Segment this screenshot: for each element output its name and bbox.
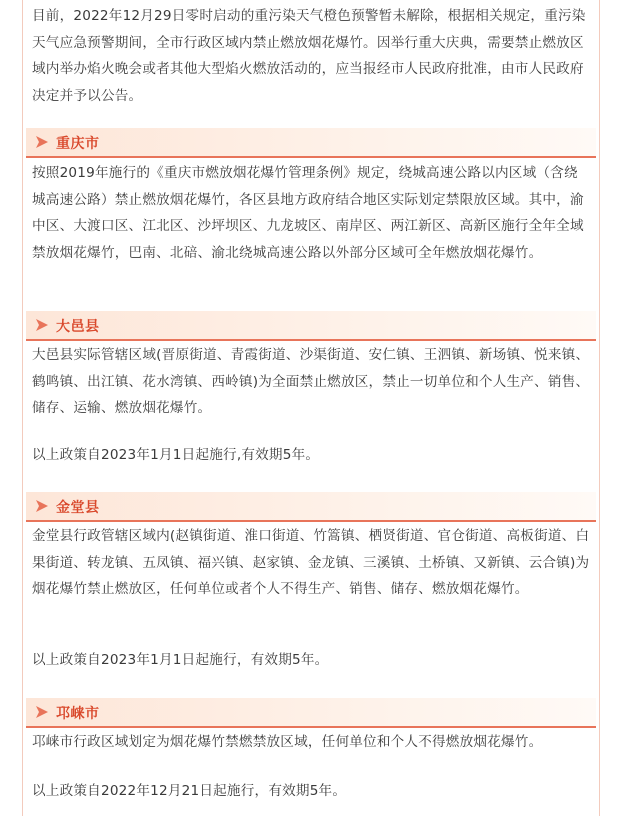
section-body-chongqing (32, 160, 590, 266)
section-note-qionglai (32, 780, 590, 802)
section-note: 以上政策自2023年1月1日起施行，有效期5年。 (32, 652, 329, 668)
section-title: 重庆市 (56, 136, 100, 152)
arrow-right-icon (34, 498, 50, 514)
section-title: 邛崃市 (56, 706, 100, 722)
section-body-jintang (32, 523, 590, 603)
section-paragraph: 金堂县行政管辖区域内(赵镇街道、淮口街道、竹篙镇、栖贤街道、官仓街道、高板街道、白果街道、转龙镇、五凤镇、福兴镇、赵家镇、金龙镇、三溪镇、土桥镇、又新镇、云合镇)为烟花爆竹禁止燃放区，任何单位或者个人不得生产、销售、储存、燃放烟花爆竹。 (32, 528, 590, 597)
section-title: 大邑县 (56, 319, 100, 335)
section-title: 金堂县 (56, 500, 100, 516)
section-note-jintang (32, 649, 590, 671)
section-note-dayi (32, 444, 590, 466)
arrow-right-icon (34, 317, 50, 333)
section-body-qionglai (32, 729, 590, 756)
section-heading-jintang (26, 492, 596, 522)
arrow-right-icon (34, 704, 50, 720)
section-heading-chongqing (26, 128, 596, 158)
arrow-right-icon (34, 134, 50, 150)
section-body-dayi (32, 342, 590, 422)
section-heading-dayi (26, 311, 596, 341)
section-note: 以上政策自2023年1月1日起施行,有效期5年。 (32, 447, 320, 463)
section-note: 以上政策自2022年12月21日起施行，有效期5年。 (32, 783, 347, 799)
section-heading-qionglai (26, 698, 596, 728)
section-paragraph: 按照2019年施行的《重庆市燃放烟花爆竹管理条例》规定，绕城高速公路以内区域（含绕城高速公路）禁止燃放烟花爆竹，各区县地方政府结合地区实际划定禁限放区域。其中，渝中区、大渡口区、江北区、沙坪坝区、九龙坡区、南岸区、两江新区、高新区施行全年全域禁放烟花爆竹，巴南、北碚、渝北绕城高速公路以外部分区域可全年燃放烟花爆竹。 (32, 165, 584, 261)
intro-paragraph: 目前，2022年12月29日零时启动的重污染天气橙色预警暂未解除，根据相关规定，重污染天气应急预警期间，全市行政区域内禁止燃放烟花爆竹。因举行重大庆典，需要禁止燃放区域内举办焰火晚会或者其他大型焰火燃放活动的，应当报经市人民政府批准，由市人民政府决定并予以公告。 (32, 8, 586, 104)
section-paragraph: 邛崃市行政区域划定为烟花爆竹禁燃禁放区域，任何单位和个人不得燃放烟花爆竹。 (32, 734, 543, 750)
intro-block (32, 3, 590, 109)
section-paragraph: 大邑县实际管辖区域(晋原街道、青霞街道、沙渠街道、安仁镇、王泗镇、新场镇、悦来镇、鹤鸣镇、出江镇、花水湾镇、西岭镇)为全面禁止燃放区，禁止一切单位和个人生产、销售、储存、运输、燃放烟花爆竹。 (32, 347, 590, 416)
